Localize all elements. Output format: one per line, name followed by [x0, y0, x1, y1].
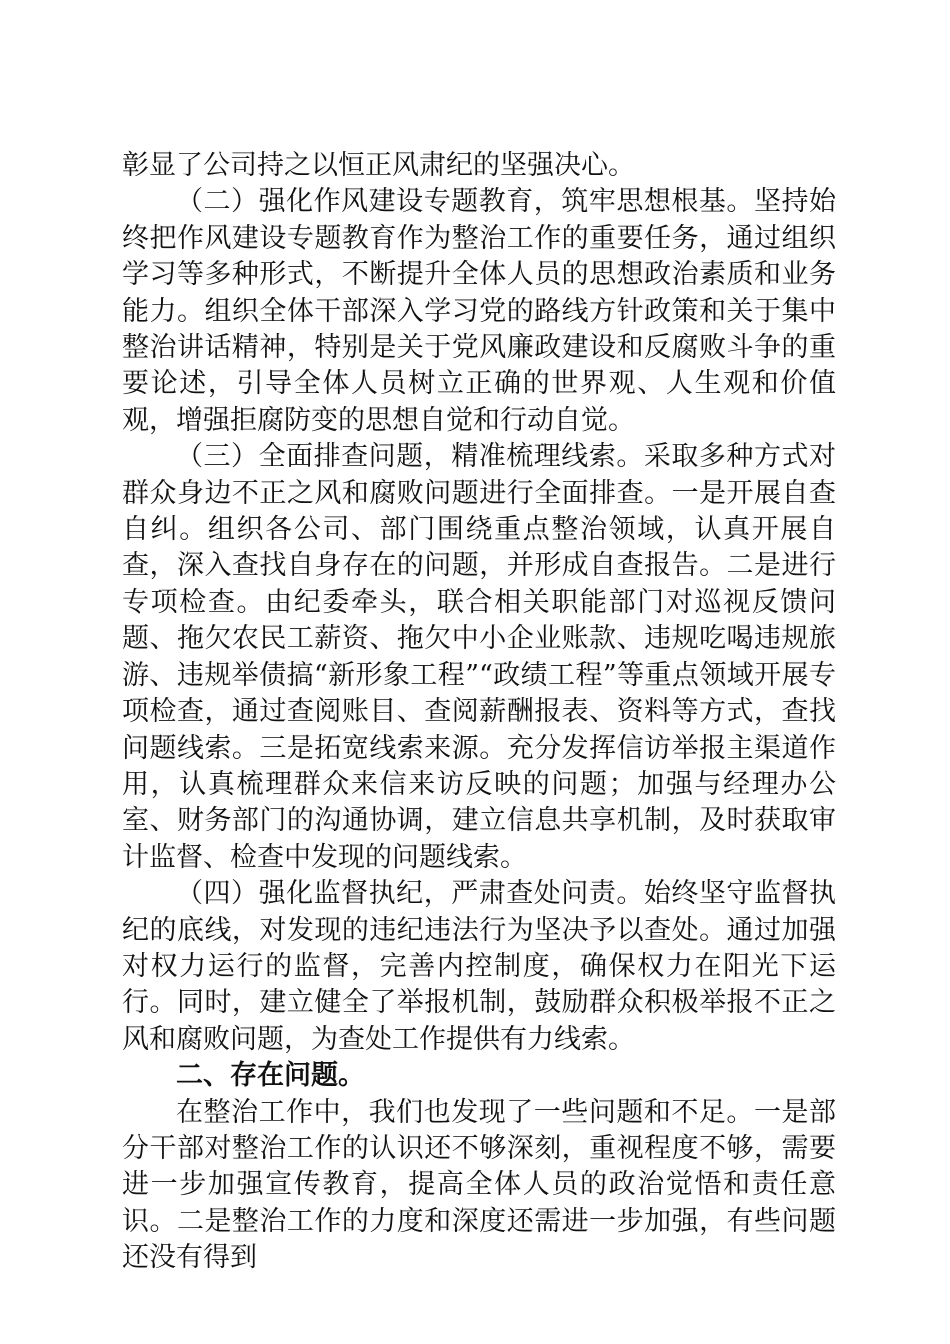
section-heading-problems: 二、存在问题。 [176, 1060, 365, 1092]
paragraph-problems: 在整治工作中，我们也发现了一些问题和不足。一是部分干部对整治工作的认识还不够深刻，重视程度不够，需要进一步加强宣传教育，提高全体人员的政治觉悟和责任意识。二是整治工作的力度和深度还需进一步加强，有些问题还没有得到 [122, 1096, 836, 1274]
document-body [122, 148, 836, 1277]
paragraph-section-4: （四）强化监督执纪，严肃查处问责。始终坚守监督执纪的底线，对发现的违纪违法行为坚决予以查处。通过加强对权力运行的监督，完善内控制度，确保权力在阳光下运行。同时，建立健全了举报机制，鼓励群众积极举报不正之风和腐败问题，为查处工作提供有力线索。 [122, 878, 836, 1055]
paragraph-section-3: （三）全面排查问题，精准梳理线索。采取多种方式对群众身边不正之风和腐败问题进行全面排查。一是开展自查自纠。组织各公司、部门围绕重点整治领域，认真开展自查，深入查找自身存在的问题，并形成自查报告。二是进行专项检查。由纪委牵头，联合相关职能部门对巡视反馈问题、拖欠农民工薪资、拖欠中小企业账款、违规吃喝违规旅游、违规举债搞“新形象工程”“政绩工程”等重点领域开展专项检查，通过查阅账目、查阅薪酬报表、资料等方式，查找问题线索。三是拓宽线索来源。充分发挥信访举报主渠道作用，认真梳理群众来信来访反映的问题；加强与经理办公室、财务部门的沟通协调，建立信息共享机制，及时获取审计监督、检查中发现的问题线索。 [122, 441, 836, 873]
paragraph-continuation: 彰显了公司持之以恒正风肃纪的坚强决心。 [122, 150, 635, 181]
paragraph-section-2: （二）强化作风建设专题教育，筑牢思想根基。坚持始终把作风建设专题教育作为整治工作的重要任务，通过组织学习等多种形式，不断提升全体人员的思想政治素质和业务能力。组织全体干部深入学习党的路线方针政策和关于集中整治讲话精神，特别是关于党风廉政建设和反腐败斗争的重要论述，引导全体人员树立正确的世界观、人生观和价值观，增强拒腐防变的思想自觉和行动自觉。 [122, 186, 836, 436]
